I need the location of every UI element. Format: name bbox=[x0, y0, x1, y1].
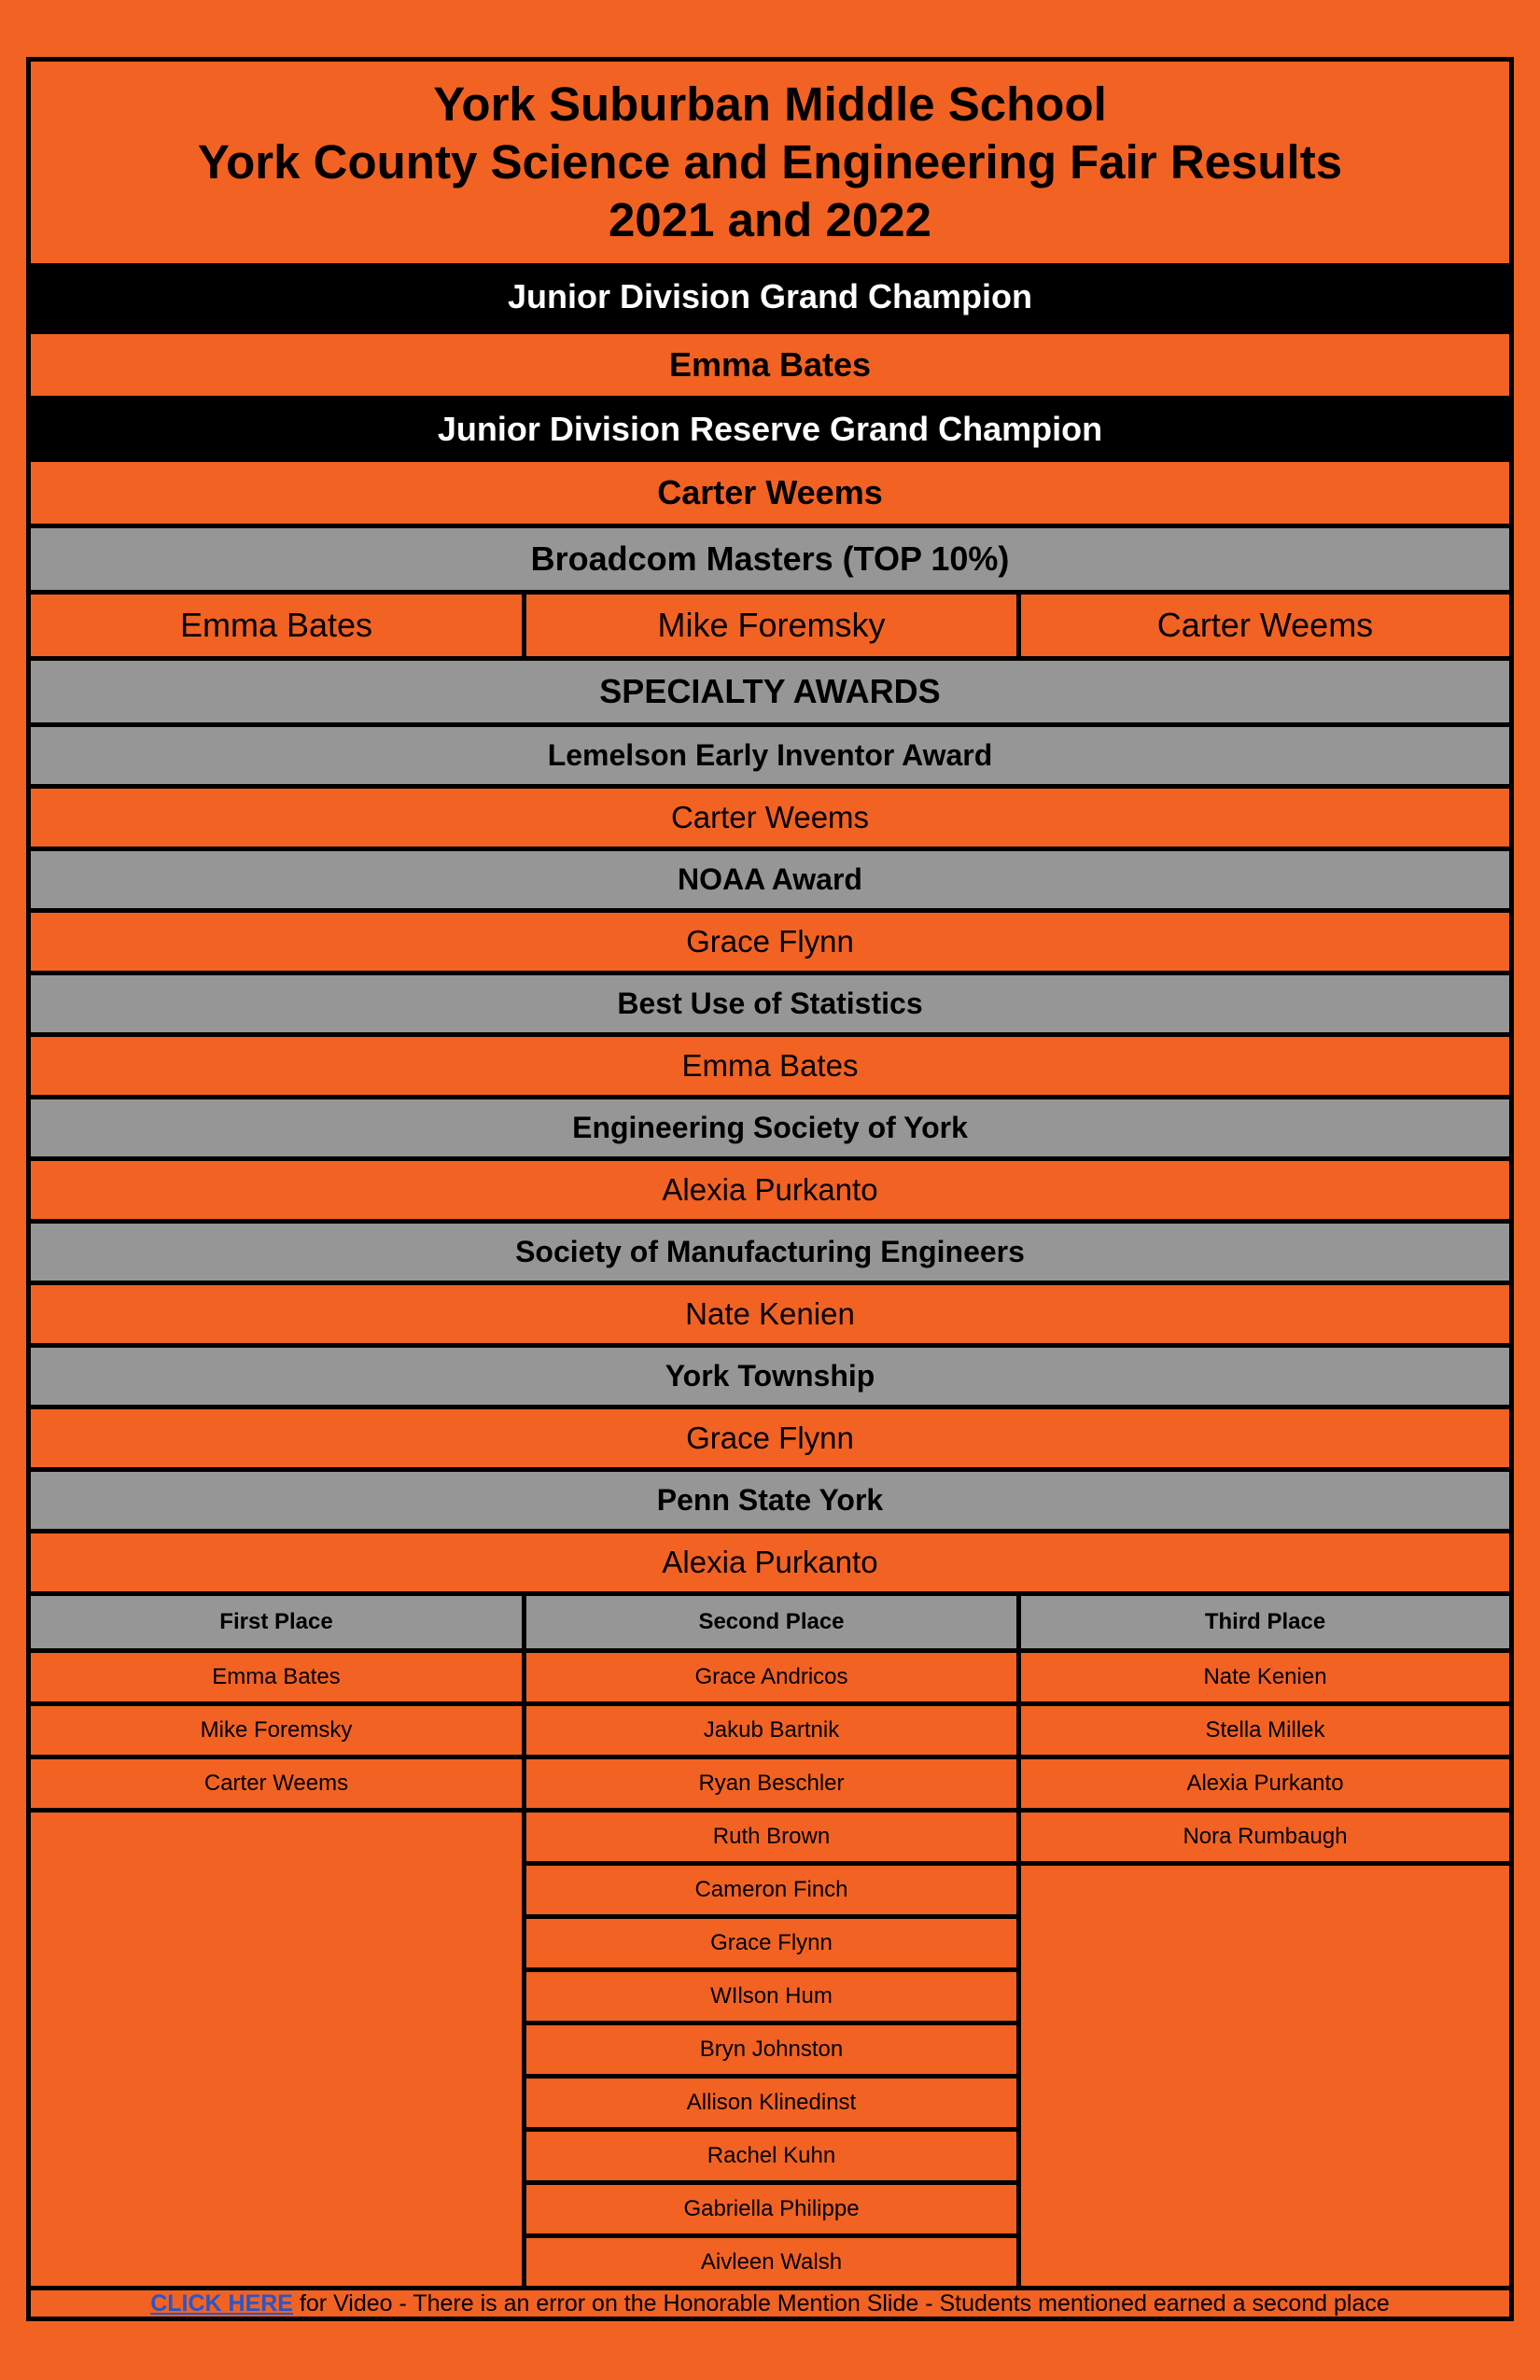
title-years: 2021 and 2022 bbox=[609, 193, 931, 246]
reserve-champion-name: Carter Weems bbox=[31, 462, 1509, 524]
second-place-name: Grace Flynn bbox=[522, 1914, 1016, 1967]
award-name: Engineering Society of York bbox=[31, 1095, 1509, 1156]
award-winner: Carter Weems bbox=[31, 784, 1509, 847]
broadcom-names bbox=[31, 590, 1509, 656]
award-name: Best Use of Statistics bbox=[31, 971, 1509, 1032]
results-table bbox=[26, 57, 1514, 2321]
third-place-empty bbox=[1016, 1861, 1509, 2287]
third-place-header: Third Place bbox=[1016, 1596, 1509, 1648]
second-place-name: Ryan Beschler bbox=[522, 1755, 1016, 1808]
places-grid bbox=[31, 1591, 1509, 2286]
first-place-name: Carter Weems bbox=[31, 1755, 522, 1808]
page-title bbox=[31, 62, 1509, 263]
second-place-name: Grace Andricos bbox=[522, 1648, 1016, 1701]
second-place-name: Allison Klinedinst bbox=[522, 2074, 1016, 2127]
third-place-name: Nate Kenien bbox=[1016, 1648, 1509, 1701]
award-winner: Alexia Purkanto bbox=[31, 1156, 1509, 1219]
broadcom-header: Broadcom Masters (TOP 10%) bbox=[31, 524, 1509, 590]
first-place-header: First Place bbox=[31, 1596, 522, 1648]
first-place-name: Mike Foremsky bbox=[31, 1701, 522, 1755]
footer-text: for Video - There is an error on the Honorable Mention Slide - Students mentioned earned a second place bbox=[293, 2289, 1390, 2317]
second-place-name: WIlson Hum bbox=[522, 1967, 1016, 2021]
grand-champion-name: Emma Bates bbox=[31, 329, 1509, 396]
first-place-empty bbox=[31, 1808, 522, 2287]
award-winner: Grace Flynn bbox=[31, 1405, 1509, 1467]
award-winner: Grace Flynn bbox=[31, 908, 1509, 971]
second-place-name: Aivleen Walsh bbox=[522, 2233, 1016, 2287]
footer-note bbox=[31, 2286, 1509, 2317]
video-link[interactable]: CLICK HERE bbox=[150, 2289, 293, 2317]
title-fair: York County Science and Engineering Fair Results bbox=[197, 135, 1343, 189]
broadcom-name: Mike Foremsky bbox=[522, 595, 1016, 656]
third-place-name: Alexia Purkanto bbox=[1016, 1755, 1509, 1808]
award-name: York Township bbox=[31, 1343, 1509, 1405]
second-place-header: Second Place bbox=[522, 1596, 1016, 1648]
third-place-name: Stella Millek bbox=[1016, 1701, 1509, 1755]
award-name: Penn State York bbox=[31, 1467, 1509, 1529]
title-school: York Suburban Middle School bbox=[433, 77, 1107, 131]
award-winner: Nate Kenien bbox=[31, 1281, 1509, 1343]
first-place-name: Emma Bates bbox=[31, 1648, 522, 1701]
award-winner: Alexia Purkanto bbox=[31, 1529, 1509, 1591]
specialty-awards-header: SPECIALTY AWARDS bbox=[31, 656, 1509, 722]
third-place-name: Nora Rumbaugh bbox=[1016, 1808, 1509, 1861]
reserve-champion-header: Junior Division Reserve Grand Champion bbox=[31, 396, 1509, 462]
second-place-name: Jakub Bartnik bbox=[522, 1701, 1016, 1755]
broadcom-name: Carter Weems bbox=[1016, 595, 1509, 656]
award-name: NOAA Award bbox=[31, 847, 1509, 908]
award-winner: Emma Bates bbox=[31, 1032, 1509, 1095]
broadcom-name: Emma Bates bbox=[179, 606, 373, 644]
award-name: Lemelson Early Inventor Award bbox=[31, 722, 1509, 784]
second-place-name: Ruth Brown bbox=[522, 1808, 1016, 1861]
award-name: Society of Manufacturing Engineers bbox=[31, 1219, 1509, 1281]
grand-champion-header: Junior Division Grand Champion bbox=[31, 263, 1509, 329]
second-place-name: Cameron Finch bbox=[522, 1861, 1016, 1914]
second-place-name: Gabriella Philippe bbox=[522, 2180, 1016, 2233]
second-place-name: Bryn Johnston bbox=[522, 2021, 1016, 2074]
second-place-name: Rachel Kuhn bbox=[522, 2127, 1016, 2180]
